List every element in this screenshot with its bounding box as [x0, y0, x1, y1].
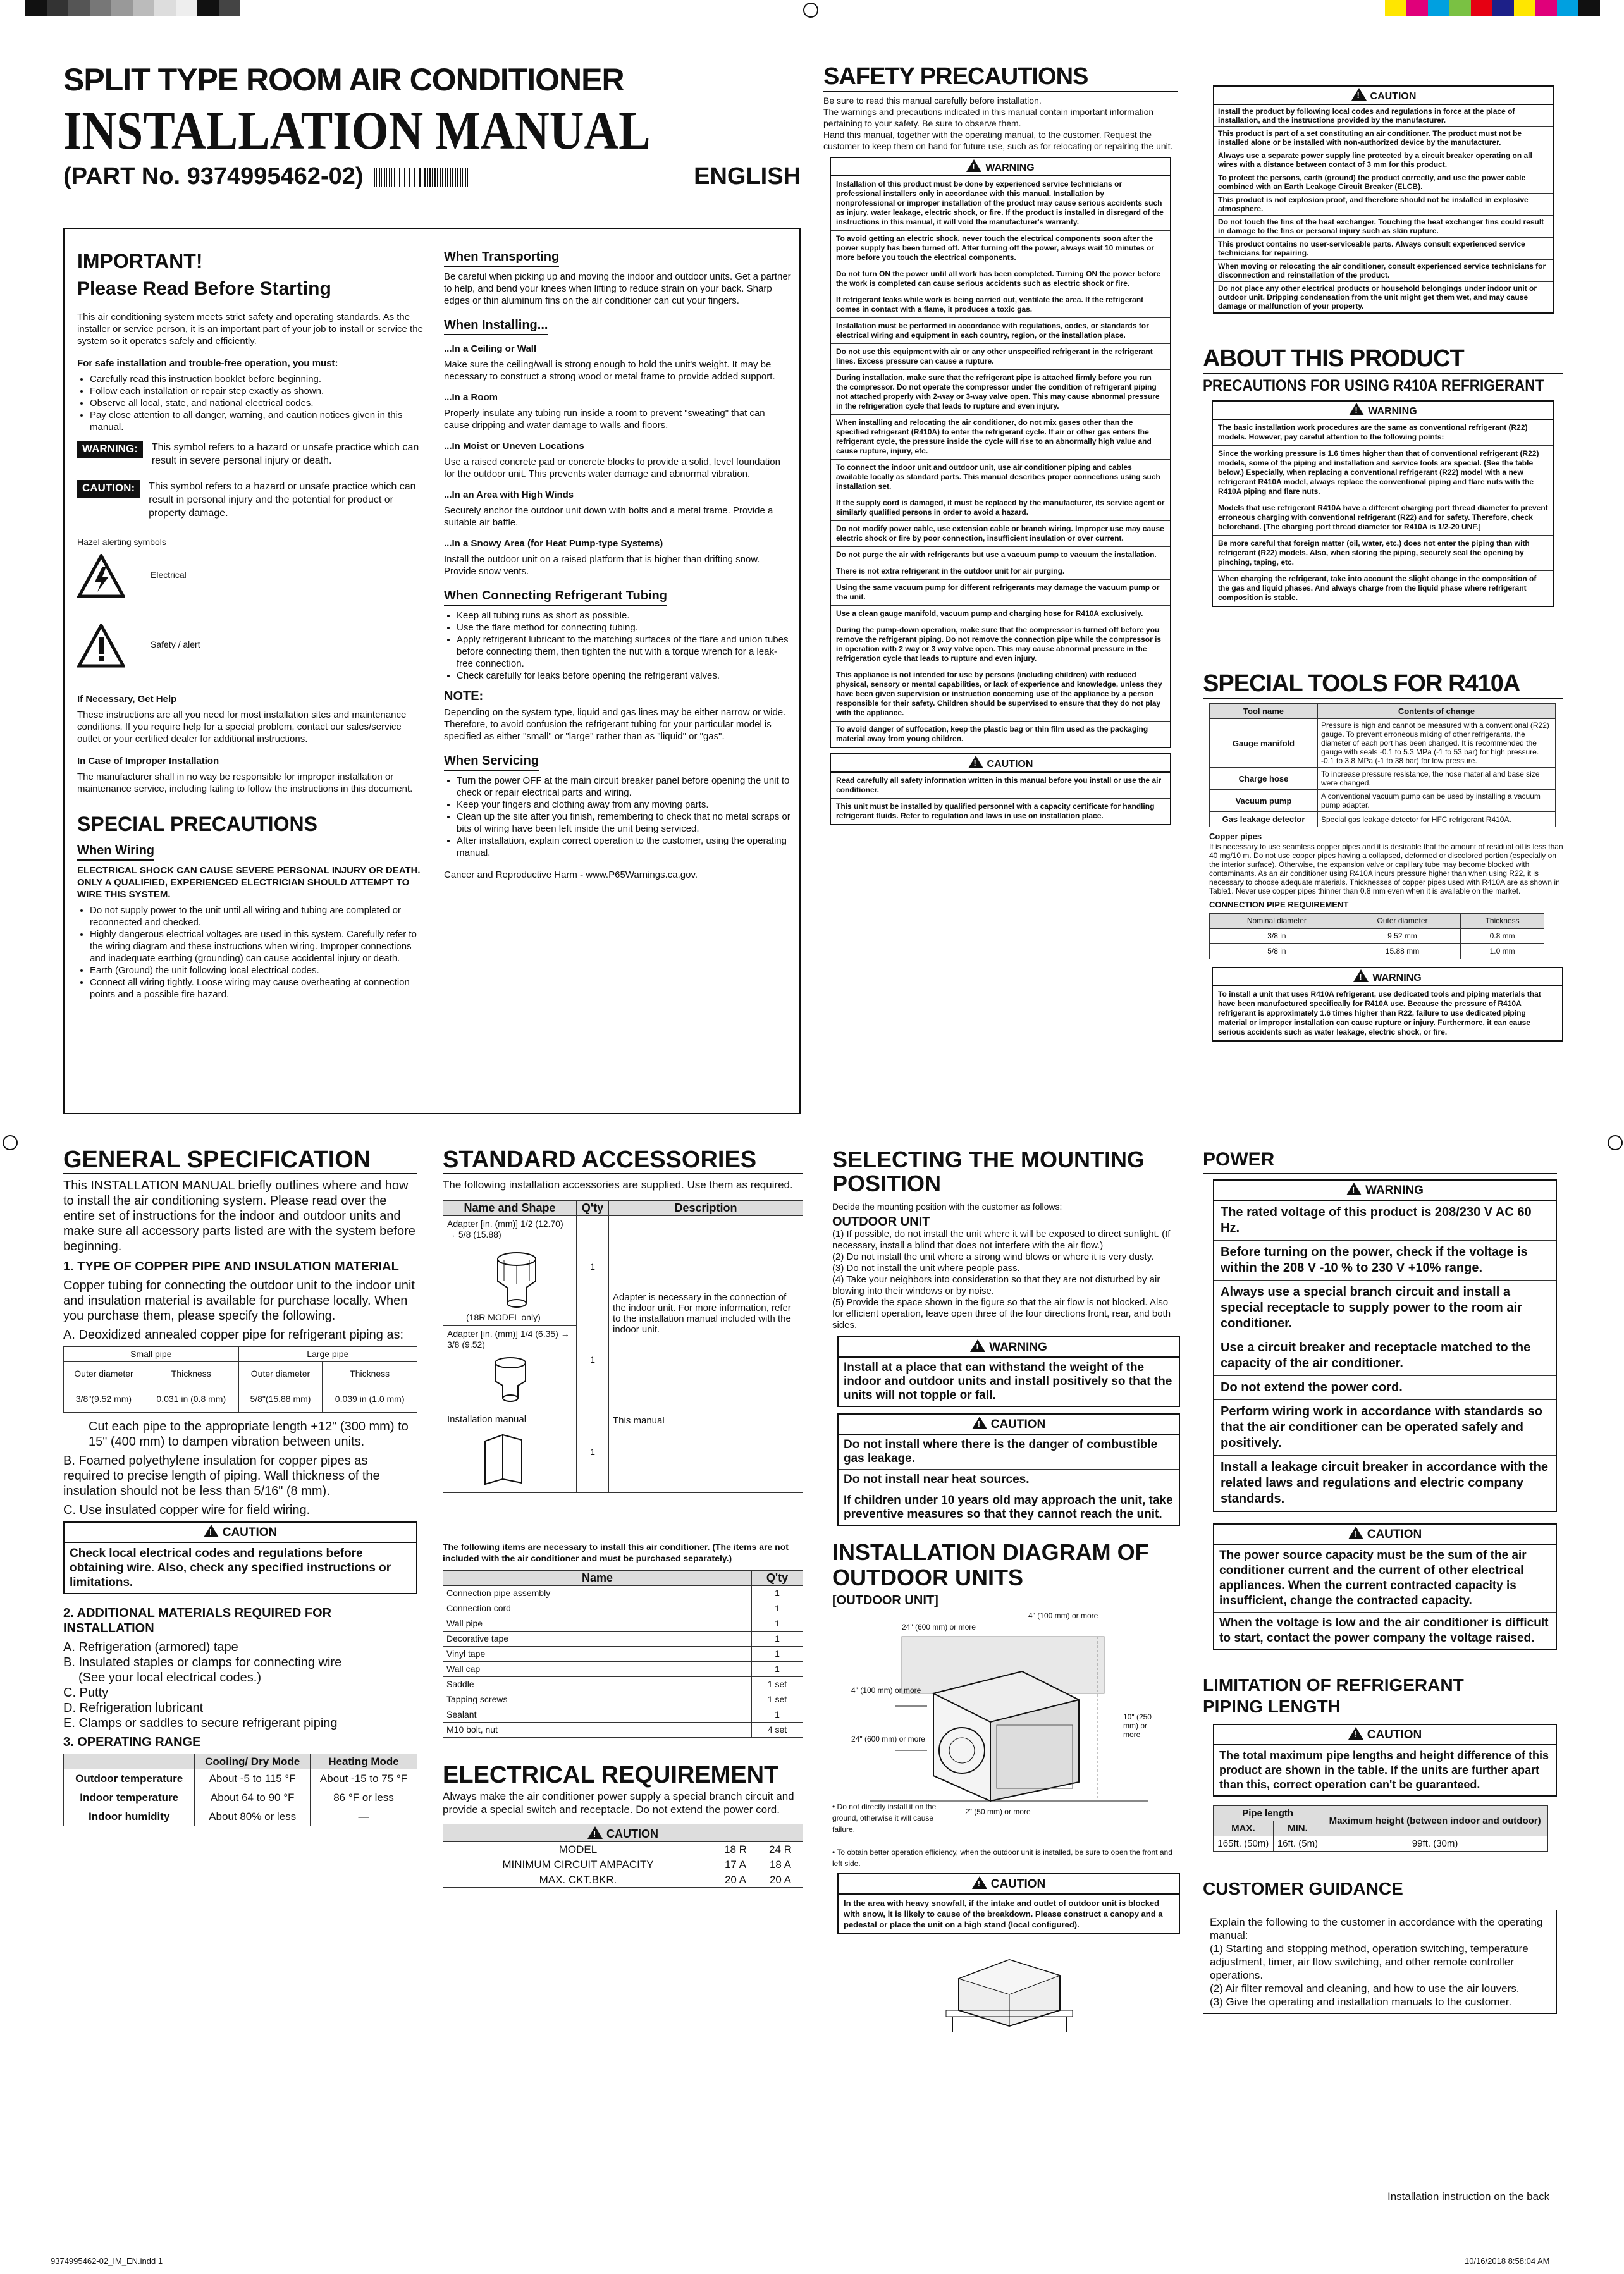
customer-heading: CUSTOMER GUIDANCE: [1203, 1879, 1403, 1898]
transport-column: [444, 250, 792, 885]
caution-label: CAUTION:: [77, 480, 140, 498]
adapter1-note: (18R MODEL only): [466, 1312, 541, 1322]
warning-item: Models that use refrigerant R410A have a different charging port thread diameter to prevent erroneous charging with conventional refrigerant (R22) and for safety. Therefore, check beforehand. [The charging port thread diameter for R410A is 1/2-20 UNF.]: [1213, 500, 1553, 536]
warning-item: If the supply cord is damaged, it must be replaced by the manufacturer, its service agent or similarly qualified persons in order to avoid a hazard.: [831, 495, 1170, 521]
table-header: Contents of change: [1318, 704, 1556, 719]
general-section: [63, 1148, 417, 1826]
material-item: (See your local electrical codes.): [78, 1671, 262, 1685]
caution-definition: This symbol refers to a hazard or unsafe practice which can result in personal injury and the potential for product or property damage.: [149, 481, 416, 519]
transport-text: Be careful when picking up and moving the indoor and outdoor units. Get a partner to help, and bend your knees when lifting to reduce strain on your back. Sharp edges or thin aluminum fins on the air conditioner can cut your fingers.: [444, 271, 791, 306]
table-row: Gauge manifold Pressure is high and cannot be measured with a conventional (R22) gauge. To prevent erroneous mixing of other refrigerants, the diameter of each port has been changed. It is recommended the gauge with seals -0.1 to 5.3 MPa (-1 to 53 bar) for high pressure. -0.1 to 3.8 MPa (-1 to 38 bar) for low pressure.: [1210, 719, 1556, 768]
warning-icon: [966, 159, 981, 172]
warning-item: To connect the indoor unit and outdoor unit, use air conditioner piping and cables available locally as standard parts. This manual describes proper connections using such installation set.: [831, 460, 1170, 495]
caution-header: !CAUTION: [65, 1523, 416, 1543]
table-row: Sealant 1: [443, 1707, 803, 1723]
list-item: • Highly dangerous electrical voltages are used in this system. Carefully refer to the wiring diagram and these instructions when wiring. Improper connections and inadequate earthing (grounding) can cause accidental injury or death.: [90, 928, 425, 964]
warning-item: Perform wiring work in accordance with standards so that the air conditioner can be operated safely and positively.: [1214, 1400, 1556, 1456]
cut-text: Cut each pipe to the appropriate length +12" (300 mm) to 15" (400 mm) to dampen vibration between units.: [89, 1420, 409, 1449]
customer-box: [1203, 1910, 1557, 2014]
warning-item: If refrigerant leaks while work is being carried out, ventilate the area. If the refrigerant comes in contact with a flame, it produces a toxic gas.: [831, 292, 1170, 318]
warning-icon: [1353, 969, 1369, 982]
general-heading: GENERAL SPECIFICATION: [63, 1146, 371, 1173]
accessories-section: [443, 1148, 803, 1888]
material-item: C. Putty: [63, 1686, 109, 1700]
caution-item: Read carefully all safety information written in this manual before you install or use the air conditioner.: [831, 773, 1170, 799]
list-item: • Earth (Ground) the unit following local electrical codes.: [90, 964, 425, 976]
tubing-list: [444, 610, 792, 682]
table-row: 5/8 in 15.88 mm 1.0 mm: [1210, 944, 1544, 959]
mounting-caution-box: [837, 1413, 1180, 1526]
manual-label: Installation manual: [447, 1414, 527, 1425]
general-s1-heading: 1. TYPE OF COPPER PIPE AND INSULATION MATERIAL: [63, 1260, 399, 1274]
warning-item: The rated voltage of this product is 208/230 V AC 60 Hz.: [1214, 1201, 1556, 1241]
warning-header: !WARNING: [839, 1337, 1179, 1358]
warning-item: Use a circuit breaker and receptacle matched to the capacity of the air conditioner.: [1214, 1336, 1556, 1376]
warning-item: Do not extend the power cord.: [1214, 1376, 1556, 1400]
customer-item: (3) Give the operating and installation manuals to the customer.: [1210, 1996, 1512, 2008]
general-intro: This INSTALLATION MANUAL briefly outlines where and how to install the air conditioning system. Please read over the entire set of instructions for the indoor and outdoor units and make sure all accessory parts listed are with the system before beginning.: [63, 1179, 415, 1253]
install-item-text: Use a raised concrete pad or concrete blocks to provide a solid, level foundation for the outdoor unit. This prevents water damage and abnormal vibration.: [444, 457, 780, 479]
list-item: • Pay close attention to all danger, warning, and caution notices given in this manual.: [90, 409, 425, 433]
safe-install-list: [77, 373, 425, 433]
warning-header: !WARNING: [1213, 968, 1562, 986]
table-row: Indoor temperature About 64 to 90 °F 86 °F or less: [64, 1788, 417, 1807]
mounting-item: (3) Do not install the unit where people pass.: [832, 1263, 1020, 1274]
adapter2-label: Adapter [in. (mm)] 1/4 (6.35) → 3/8 (9.52): [447, 1329, 570, 1349]
important-column: [77, 250, 425, 1004]
adapter-icon: [479, 1353, 542, 1403]
caution-top-box: [1213, 85, 1554, 314]
electrical-label: Electrical: [151, 569, 187, 580]
material-item: B. Insulated staples or clamps for connecting wire: [63, 1656, 342, 1669]
caution-item: The power source capacity must be the sum of the air conditioner current and the current of other electrical appliances. When the current contracted capacity is insufficient, change the contracted capacity.: [1214, 1545, 1556, 1613]
mounting-warning-box: [837, 1336, 1180, 1407]
dimension-label: 24" (600 mm) or more: [851, 1735, 925, 1743]
important-subheading: Please Read Before Starting: [77, 278, 331, 299]
file-date: 10/16/2018 8:58:04 AM: [1465, 2256, 1550, 2266]
caution-header: !CAUTION: [831, 754, 1170, 773]
table-row: Connection pipe assembly 1: [443, 1586, 803, 1601]
special-precautions-heading: SPECIAL PRECAUTIONS: [77, 813, 317, 835]
table-row: Vinyl tape 1: [443, 1647, 803, 1662]
dimension-label: 4" (100 mm) or more: [1028, 1611, 1098, 1620]
table-row: Connection cord 1: [443, 1601, 803, 1616]
servicing-list: [444, 775, 792, 859]
limitation-heading: LIMITATION OF REFRIGERANT PIPING LENGTH: [1203, 1675, 1464, 1716]
table-row: [443, 1216, 803, 1411]
caution-item: This product is not explosion proof, and therefore should not be installed in explosive atmosphere.: [1214, 194, 1553, 216]
caution-header: !CAUTION: [839, 1415, 1179, 1435]
general-s1-a: A. Deoxidized annealed copper pipe for refrigerant piping as:: [63, 1328, 404, 1342]
outdoor-unit-heading: OUTDOOR UNIT: [832, 1215, 930, 1229]
warning-item: Be more careful that foreign matter (oil, water, etc.) does not enter the piping than with refrigerant (R22) models. Also, when storing the piping, securely seal the opening by pinching, taping, etc.: [1213, 536, 1553, 571]
safe-install-heading: For safe installation and trouble-free operation, you must:: [77, 358, 338, 369]
material-item: D. Refrigeration lubricant: [63, 1701, 204, 1715]
caution-icon: [587, 1826, 603, 1839]
barcode: [374, 168, 469, 187]
installing-heading: When Installing...: [444, 318, 548, 335]
improper-install-text: The manufacturer shall in no way be responsible for improper installation or maintenance service, including failing to follow the instructions in this document.: [77, 771, 413, 794]
list-item: • Carefully read this instruction booklet before beginning.: [90, 373, 425, 385]
caution-icon: [972, 1876, 987, 1889]
caution-icon: [1351, 88, 1367, 101]
general-s1-b: B. Foamed polyethylene insulation for copper pipes as required to precise length of piping. Wall thickness of the insulation should not be less than 5/16" (8 mm).: [63, 1454, 380, 1498]
get-help-text: These instructions are all you need for most installation sites and maintenance conditions. If you require help for a special problem, contact our sales/service outlet or your certified dealer for additional instructions.: [77, 710, 407, 744]
important-intro: This air conditioning system meets strict safety and operating standards. As the installer or service person, it is an important part of your job to install or service the system so it operates safely and efficiently.: [77, 312, 423, 347]
dimension-label: 4" (100 mm) or more: [851, 1686, 921, 1695]
table-row: Outdoor temperature About -5 to 115 °F About -15 to 75 °F: [64, 1769, 417, 1788]
connection-heading: CONNECTION PIPE REQUIREMENT: [1209, 900, 1349, 909]
warning-item: Since the working pressure is 1.6 times higher than that of conventional refrigerant (R22) models, some of the piping and installation and service tools are special. (See the table below.) Especially, when replacing a conventional refrigerant (R22) model with a new refrigerant R410A model, always replace the conventional piping and flare nuts with the R410A piping and flare nuts.: [1213, 446, 1553, 500]
warning-item: This appliance is not intended for use by persons (including children) with reduced physical, sensory or mental capabilities, or lack of experience and knowledge, unless they have been given supervision or instruction concerning use of the appliance by a person responsible for their safety. Children should be supervised to ensure that they do not play with the appliance.: [831, 667, 1170, 722]
part-number: (PART No. 9374995462-02): [63, 163, 364, 190]
power-warning-box: [1213, 1179, 1557, 1512]
back-page-note: Installation instruction on the back: [1387, 2191, 1550, 2203]
electrical-hazard-icon: [77, 554, 125, 598]
caution-item: In the area with heavy snowfall, if the intake and outlet of outdoor unit is blocked with snow, it is likely to cause of the breakdown. Please construct a canopy and a pedestal or place the unit on a high stand (local configured).: [844, 1898, 1163, 1929]
list-item: • After installation, explain correct operation to the customer, using the operating manual.: [457, 835, 792, 859]
table-row: Wall pipe 1: [443, 1616, 803, 1632]
adapter-description: Adapter is necessary in the connection of the indoor unit. For more information, refer to the installation manual included with the indoor unit.: [609, 1216, 803, 1411]
material-item: A. Refrigeration (armored) tape: [63, 1640, 238, 1654]
safety-heading: SAFETY PRECAUTIONS: [823, 63, 1088, 90]
safety-alert-icon: [77, 624, 125, 668]
caution-item: If children under 10 years old may approach the unit, take preventive measures so that they cannot reach the unit.: [844, 1494, 1173, 1521]
caution-icon: [1348, 1727, 1363, 1740]
table-row: [443, 1411, 803, 1493]
caution-icon: [968, 756, 983, 768]
caution-item: To protect the persons, earth (ground) the product correctly, and use the power cable combined with an Earth Leakage Circuit Breaker (ELCB).: [1214, 171, 1553, 194]
caution-item: This product is part of a set constituting an air conditioner. The product must not be installed alone or be installed with non-authorized device by the manufacturer.: [1214, 127, 1553, 149]
manual-icon: [479, 1429, 529, 1485]
power-heading: POWER: [1203, 1149, 1275, 1170]
registration-mark-right: [1608, 1135, 1623, 1150]
warning-item: During the pump-down operation, make sure that the compressor is turned off before you remove the refrigerant piping. Do not remove the connection pipe while the compressor is in operation with 2 way or 3 way valve open. This may cause abnormal pressure in the refrigeration cycle that leads to rupture and even injury.: [831, 622, 1170, 667]
tools-section: [1203, 670, 1563, 1042]
items-table: Name Q'ty Connection pipe assembly 1 Connection cord 1 Wall pipe 1 Decorative tape 1 Vinyl tape 1 Wall cap 1 Saddle 1 set Tapping screws 1 set Sealant 1 M10 bolt, nut 4 set: [443, 1570, 803, 1738]
tools-warning-box: [1212, 967, 1563, 1042]
table-row: 165ft. (50m) 16ft. (5m) 99ft. (30m): [1214, 1836, 1548, 1852]
caution-header: !CAUTION: [839, 1874, 1179, 1895]
caution-item: Install the product by following local codes and regulations in force at the place of installation, and the instructions provided by the manufacturer.: [1214, 105, 1553, 127]
general-s1-text: Copper tubing for connecting the outdoor unit to the indoor unit and insulation material is available for purchase locally. When you purchase them, please specify the following.: [63, 1279, 415, 1323]
mounting-intro: Decide the mounting position with the customer as follows:: [832, 1202, 1062, 1212]
raised-stand-drawing: [940, 1947, 1085, 2036]
safety-warning-box: [830, 157, 1171, 748]
general-s1-c: C. Use insulated copper wire for field wiring.: [63, 1503, 311, 1517]
diagram-heading: INSTALLATION DIAGRAM OF OUTDOOR UNITS: [832, 1539, 1149, 1590]
list-item: • Keep all tubing runs as short as possible.: [457, 610, 792, 622]
accessories-heading: STANDARD ACCESSORIES: [443, 1146, 757, 1173]
pipe-length-table: Pipe length Maximum height (between indoor and outdoor) MAX. MIN. 165ft. (50m) 16ft. (5m) 99ft. (30m): [1213, 1805, 1548, 1852]
qty: 1: [590, 1355, 595, 1365]
warning-item: Install at a place that can withstand the weight of the indoor and outdoor units and install positively so that the units will not topple or fall.: [844, 1361, 1172, 1402]
warning-item: Do not turn ON the power until all work has been completed. Turning ON the power before the work is completed can cause serious accidents such as electric shock or fire.: [831, 266, 1170, 292]
table-row: 3/8 in 9.52 mm 0.8 mm: [1210, 929, 1544, 944]
warning-item: Install a leakage circuit breaker in accordance with the related laws and regulations and electric company standards.: [1221, 1460, 1548, 1506]
install-item-text: Install the outdoor unit on a raised platform that is higher than drifting snow. Provide snow vents.: [444, 554, 760, 577]
limitation-caution-box: [1213, 1724, 1557, 1797]
caution-item: This unit must be installed by qualified personnel with a capacity certificate for handling refrigerant fluids. Refer to regulation and laws in use on installation place.: [836, 802, 1155, 820]
necessary-items-text: The following items are necessary to install this air conditioner. (The items are not included with the air conditioner and must be purchased separately.): [443, 1542, 789, 1563]
caution-top-section: [1213, 85, 1554, 314]
servicing-heading: When Servicing: [444, 754, 539, 771]
warning-item: Installation must be performed in accordance with regulations, codes, or standards for electrical wiring and equipment in each country, region, or the installation place.: [831, 318, 1170, 344]
header: [63, 62, 801, 190]
warning-item: Use a clean gauge manifold, vacuum pump and charging hose for R410A exclusively.: [831, 606, 1170, 622]
tubing-heading: When Connecting Refrigerant Tubing: [444, 589, 667, 606]
table-row: MODEL 18 R 24 R: [443, 1842, 803, 1857]
when-wiring-heading: When Wiring: [77, 844, 154, 861]
about-section: [1203, 345, 1563, 607]
caution-item: Do not install near heat sources.: [839, 1470, 1179, 1490]
warning-item: During installation, make sure that the refrigerant pipe is attached firmly before you run the compressor. Do not operate the compressor under the condition of refrigerant piping not attached properly with 2-way or 3-way valve open. This may cause abnormal pressure in the refrigeration cycle that leads to rupture and even injury.: [831, 370, 1170, 415]
power-caution-box: [1213, 1523, 1557, 1650]
pipe-table: Small pipe Large pipe Outer diameter Thickness Outer diameter Thickness 3/8"(9.52 mm) 0.031 in (0.8 mm) 5/8"(15.88 mm) 0.039 in (1.0 mm): [63, 1346, 417, 1413]
table-row: 3/8"(9.52 mm) 0.031 in (0.8 mm) 5/8"(15.88 mm) 0.039 in (1.0 mm): [64, 1386, 417, 1413]
caution-header: !CAUTION: [1214, 1725, 1556, 1745]
registration-mark-left: [3, 1135, 18, 1150]
list-item: • Connect all wiring tightly. Loose wiring may cause overheating at connection points and a possible fire hazard.: [90, 976, 425, 1000]
list-item: • Apply refrigerant lubricant to the matching surfaces of the flare and union tubes before connecting them, then tighten the nut with a torque wrench for a leak-free connection.: [457, 634, 792, 670]
install-item-text: Make sure the ceiling/wall is strong enough to hold the unit's weight. It may be necessary to construct a strong wood or metal frame to provide added support.: [444, 359, 775, 382]
warning-item: Using the same vacuum pump for different refrigerants may damage the vacuum pump or the unit.: [831, 580, 1170, 606]
table-row: Tapping screws 1 set: [443, 1692, 803, 1707]
adapter-icon: [479, 1246, 555, 1310]
diagram-subheading: [OUTDOOR UNIT]: [832, 1594, 938, 1607]
mounting-item: (1) If possible, do not install the unit where it will be exposed to direct sunlight. (If necessary, install a blind that does not interfere with the air flow.): [832, 1229, 1171, 1251]
caution-item: Check local electrical codes and regulations before obtaining wire. Also, check any specified instructions or limitations.: [70, 1547, 391, 1589]
warning-definition: This symbol refers to a hazard or unsafe practice which can result in severe personal injury or death.: [151, 442, 419, 466]
caution-header: !CAUTION: [1214, 1525, 1556, 1545]
outdoor-unit-diagram: [832, 1611, 1180, 1820]
install-item-text: Securely anchor the outdoor unit down with bolts and a metal frame. Provide a suitable air baffle.: [444, 505, 773, 528]
list-item: • Turn the power OFF at the main circuit breaker panel before opening the unit to check or repair electrical parts and wiring.: [457, 775, 792, 799]
table-row: Saddle 1 set: [443, 1677, 803, 1692]
accessories-table: Name and Shape Q'ty Description Adapter [in. (mm)] 1/2 (12.70) → 5/8 (15.88) (18R MODEL only) Adapter [in. (mm)] 1/4 (6.35) → 3/8 (9.52) 1 1 Adapter is necessary in the connection of the indoor unit. For more information, refer to the installation manual included with the indoor unit. Installation manual 1 This manual: [443, 1200, 803, 1493]
table-row: Decorative tape 1: [443, 1632, 803, 1647]
list-item: • Observe all local, state, and national electrical codes.: [90, 397, 425, 409]
caution-item: When moving or relocating the air conditioner, consult experienced service technicians for disconnection and reinstallation of the product.: [1214, 260, 1553, 282]
warning-item: To avoid getting an electric shock, never touch the electrical components soon after the power supply has been turned off. After turning off the power, always wait 10 minutes or more before you touch the electrical components.: [831, 231, 1170, 266]
mounting-item: (2) Do not install the unit where a strong wind blows or where it is very dusty.: [832, 1251, 1154, 1262]
accessories-intro: The following installation accessories are supplied. Use them as required.: [443, 1179, 793, 1191]
caution-icon: [972, 1417, 987, 1429]
copper-text: It is necessary to use seamless copper pipes and it is desirable that the amount of residual oil is less than 40 mg/10 m. Do not use copper pipes having a collapsed, deformed or discolored portion (especially on the interior surface). Otherwise, the expansion valve or capillary tube may become blocked with contaminants. As an air conditioner using R410A incurs pressure higher than when using R22, it is necessary to choose adequate materials. Thicknesses of copper pipes used with R410A are as shown in Table1. Never use copper pipes thinner than 0.8 mm even when it is available on the market.: [1209, 842, 1563, 895]
mounting-item: (5) Provide the space shown in the figure so that the air flow is not blocked. Also for efficient operation, leave open three of the four directions front, rear, and both sides.: [832, 1297, 1171, 1331]
warning-item: The basic installation work procedures are the same as conventional refrigerant (R22) models. However, pay careful attention to the following points:: [1213, 420, 1553, 446]
wiring-danger-text: ELECTRICAL SHOCK CAN CAUSE SEVERE PERSONAL INJURY OR DEATH. ONLY A QUALIFIED, EXPERIENCED ELECTRICIAN SHOULD ATTEMPT TO WIRE THIS SYSTEM.: [77, 865, 421, 900]
table-row: MINIMUM CIRCUIT AMPACITY 17 A 18 A: [443, 1857, 803, 1872]
electrical-heading: ELECTRICAL REQUIREMENT: [443, 1762, 779, 1788]
safety-section: [823, 63, 1178, 825]
warning-label: WARNING:: [77, 441, 143, 458]
table-row: MAX. CKT.BKR. 20 A 20 A: [443, 1872, 803, 1888]
caution-icon: [204, 1525, 219, 1537]
qty: 1: [577, 1411, 609, 1493]
table-row: M10 bolt, nut 4 set: [443, 1723, 803, 1738]
gray-color-bar: [25, 0, 240, 16]
warning-item: When installing and relocating the air conditioner, do not mix gases other than the specified refrigerant (R410A) to enter the refrigerant cycle. If air or other gas enters the refrigerant cycle, the pressure inside the cycle will rise to an abnormally high value and cause rupture, injury, etc.: [831, 415, 1170, 460]
table-row: Indoor humidity About 80% or less —: [64, 1807, 417, 1826]
operating-range-table: Cooling/ Dry Mode Heating Mode Outdoor temperature About -5 to 115 °F About -15 to 75 °F Indoor temperature About 64 to 90 °F 86 °F or less Indoor humidity About 80% or less —: [63, 1754, 417, 1826]
mounting-section: [832, 1148, 1180, 2039]
safety-caution-box: [830, 753, 1171, 825]
connection-table: Nominal diameter Outer diameter Thickness 3/8 in 9.52 mm 0.8 mm 5/8 in 15.88 mm 1.0 mm: [1209, 913, 1544, 959]
important-heading: IMPORTANT!: [77, 250, 203, 273]
list-item: • Clean up the site after you finish, remembering to check that no metal scraps or bits of wiring have been left inside the unit being serviced.: [457, 811, 792, 835]
tools-heading: SPECIAL TOOLS FOR R410A: [1203, 670, 1520, 697]
cmyk-color-bar: [1385, 0, 1600, 16]
adapter1-label: Adapter [in. (mm)] 1/2 (12.70) → 5/8 (15.88): [447, 1219, 563, 1239]
list-item: • Follow each installation or repair step exactly as shown.: [90, 385, 425, 397]
table-row: Vacuum pump A conventional vacuum pump can be used by installing a vacuum pump adapter.: [1210, 790, 1556, 812]
table-row: Gas leakage detector Special gas leakage detector for HFC refrigerant R410A.: [1210, 812, 1556, 827]
caution-item: Always use a separate power supply line protected by a circuit breaker operating on all wires with a distance between contact of 3 mm for this product.: [1214, 149, 1553, 171]
warning-item: There is not extra refrigerant in the outdoor unit for air purging.: [831, 563, 1170, 580]
doc-title-line2: INSTALLATION MANUAL: [63, 100, 651, 161]
general-s2-heading: 2. ADDITIONAL MATERIALS REQUIRED FOR INSTALLATION: [63, 1606, 332, 1635]
warning-icon: [1349, 403, 1364, 415]
dimension-label: 10" (250 mm) or more: [1123, 1712, 1152, 1739]
caution-item: The total maximum pipe lengths and height difference of this product are shown in the table. If the units are further apart than this, correct operation can't be guaranteed.: [1219, 1749, 1549, 1791]
caution-item: Do not install where there is the danger of combustible gas leakage.: [839, 1435, 1179, 1470]
warning-header: !WARNING: [1213, 402, 1553, 420]
wiring-list: [77, 904, 425, 1000]
general-s3-heading: 3. OPERATING RANGE: [63, 1735, 201, 1749]
manual-description: This manual: [609, 1411, 803, 1493]
caution-item: When the voltage is low and the air conditioner is difficult to start, contact the power company the voltage raised.: [1219, 1616, 1549, 1645]
warning-item: Do not use this equipment with air or any other unspecified refrigerant in the refrigerant lines. Excess pressure can cause a rupture.: [831, 344, 1170, 370]
diagram-note-2: • To obtain better operation efficiency, when the outdoor unit is installed, be sure to open the front and left side.: [832, 1848, 1172, 1868]
improper-install-heading: In Case of Improper Installation: [77, 756, 219, 766]
install-item-heading: ...In a Snowy Area (for Heat Pump-type Systems): [444, 538, 663, 549]
language-label: ENGLISH: [694, 163, 801, 190]
tools-table: [1209, 703, 1556, 827]
warning-header: !WARNING: [831, 158, 1170, 176]
warning-item: To avoid danger of suffocation, keep the plastic bag or thin film used as the packaging material away from young children.: [836, 725, 1148, 743]
mounting-heading: SELECTING THE MOUNTING POSITION: [832, 1146, 1145, 1196]
customer-item: (2) Air filter removal and cleaning, and how to use the air louvers.: [1210, 1982, 1520, 1994]
registration-mark-top: [803, 3, 818, 18]
install-item-text: Properly insulate any tubing run inside a room to prevent "sweating" that can cause dripping and water damage to walls and floors.: [444, 408, 765, 431]
electrical-table: !CAUTION MODEL 18 R 24 R MINIMUM CIRCUIT AMPACITY 17 A 18 A MAX. CKT.BKR. 20 A 20 A: [443, 1824, 803, 1888]
install-item-heading: ...In a Room: [444, 392, 498, 403]
warning-item: To install a unit that uses R410A refrigerant, use dedicated tools and piping materials that have been manufactured specifically for R410A use. Because the pressure of R410A refrigerant is approximately 1.6 times higher than R22, failure to use dedicated piping material or improper installation can cause rupture or injury. Furthermore, it can cause serious accidents such as water leakage, electric shock, or fire.: [1218, 990, 1541, 1036]
caution-header: !CAUTION: [1214, 87, 1553, 105]
general-caution-box: [63, 1521, 417, 1594]
prop65-text: Cancer and Reproductive Harm - www.P65Warnings.ca.gov.: [444, 870, 698, 880]
warning-item: Always use a special branch circuit and install a special receptacle to supply power to the room air conditioner.: [1214, 1281, 1556, 1336]
list-item: • Keep your fingers and clothing away from any moving parts.: [457, 799, 792, 811]
caution-item: Do not touch the fins of the heat exchanger. Touching the heat exchanger fins could result in damage to the fins or personal injury such as skin rupture.: [1214, 216, 1553, 238]
note-heading: NOTE:: [444, 689, 484, 703]
dimension-label: 24" (600 mm) or more: [902, 1623, 976, 1632]
caution-item: This product contains no user-serviceable parts. Always consult experienced service technicians for repairing.: [1214, 238, 1553, 260]
caution-item: Do not place any other electrical products or household belongings under indoor unit or outdoor unit. Dripping condensation from the unit might get them wet, and may cause damage or malfunction of your property.: [1218, 284, 1537, 310]
warning-item: Before turning on the power, check if the voltage is within the 208 V -10 % to 230 V +10% range.: [1214, 1241, 1556, 1281]
copper-heading: Copper pipes: [1209, 832, 1262, 841]
warning-icon: [970, 1339, 985, 1352]
customer-intro: Explain the following to the customer in accordance with the operating manual:: [1210, 1916, 1543, 1941]
dimension-label: 2" (50 mm) or more: [965, 1807, 1031, 1816]
get-help-heading: If Necessary, Get Help: [77, 694, 177, 704]
list-item: • Use the flare method for connecting tubing.: [457, 622, 792, 634]
mounting-item: (4) Take your neighbors into consideration so that they are not disturbed by air blowing into their windows or by noise.: [832, 1274, 1160, 1296]
safety-intro-1: Be sure to read this manual carefully before installation.: [823, 95, 1042, 106]
qty: 1: [590, 1262, 595, 1272]
warning-item: Installation of this product must be done by experienced service technicians or professional installers only in accordance with this manual. Installation by nonprofessional or improper installation of the product may cause serious accidents such as injury, water leakage, electric shock, or fire. If the product is installed in disregard of the instructions in this manual, it will void the manufacturer's warranty.: [831, 176, 1170, 231]
table-row: Wall cap 1: [443, 1662, 803, 1677]
safety-intro-2: The warnings and precautions indicated in this manual contain important information pertaining to your safety. Be sure to observe them.: [823, 107, 1154, 128]
customer-item: (1) Starting and stopping method, operation switching, temperature adjustment, timer, air flow switching, and other remote controller operations.: [1210, 1943, 1529, 1981]
safety-label: Safety / alert: [151, 639, 200, 649]
install-item-heading: ...In Moist or Uneven Locations: [444, 441, 584, 452]
warning-item: Do not modify power cable, use extension cable or branch wiring. Improper use may cause electric shock or fire by poor connection, insufficient insulation or over current.: [831, 521, 1170, 547]
safety-intro-3: Hand this manual, together with the operating manual, to the customer. Request the customer to keep them on hand for future use, such as for relocating or repairing the unit.: [823, 130, 1173, 151]
warning-item: When charging the refrigerant, take into account the slight change in the composition of the gas and liquid phases. And always charge from the liquid phase where refrigerant composition is stable.: [1218, 574, 1537, 602]
list-item: • Do not supply power to the unit until all wiring and tubing are completed or reconnected and checked.: [90, 904, 425, 928]
caution-icon: [1348, 1527, 1363, 1539]
material-item: E. Clamps or saddles to secure refrigerant piping: [63, 1716, 338, 1730]
transport-heading: When Transporting: [444, 250, 559, 267]
doc-title-line1: SPLIT TYPE ROOM AIR CONDITIONER: [63, 62, 624, 97]
install-item-heading: ...In a Ceiling or Wall: [444, 343, 537, 354]
about-heading: ABOUT THIS PRODUCT: [1203, 345, 1464, 372]
hazard-symbols-heading: Hazel alerting symbols: [77, 537, 166, 547]
warning-header: !WARNING: [1214, 1181, 1556, 1201]
file-slug: 9374995462-02_IM_EN.indd 1: [51, 2256, 163, 2266]
about-subheading: PRECAUTIONS FOR USING R410A REFRIGERANT: [1203, 377, 1544, 395]
install-item-heading: ...In an Area with High Winds: [444, 489, 574, 500]
note-text: Depending on the system type, liquid and gas lines may be either narrow or wide. Therefore, to avoid confusion the refrigerant tubing for your particular model is specified as either "small" or "large" rather than as "liquid" or "gas".: [444, 707, 786, 742]
about-warning-box: [1212, 400, 1554, 607]
table-row: Charge hose To increase pressure resistance, the hose material and base size were changed.: [1210, 768, 1556, 790]
diagram-note-1: • Do not directly install it on the ground, otherwise it will cause failure.: [832, 1802, 937, 1834]
warning-icon: [1346, 1183, 1362, 1195]
table-header: Tool name: [1210, 704, 1318, 719]
warning-item: Do not purge the air with refrigerants but use a vacuum pump to vacuum the installation.: [831, 547, 1170, 563]
electrical-text: Always make the air conditioner power supply a special branch circuit and provide a special switch and receptacle. Do not extend the power cord.: [443, 1790, 794, 1816]
power-section: [1203, 1148, 1557, 2014]
list-item: • Check carefully for leaks before opening the refrigerant valves.: [457, 670, 792, 682]
diagram-caution-box: [837, 1873, 1180, 1934]
